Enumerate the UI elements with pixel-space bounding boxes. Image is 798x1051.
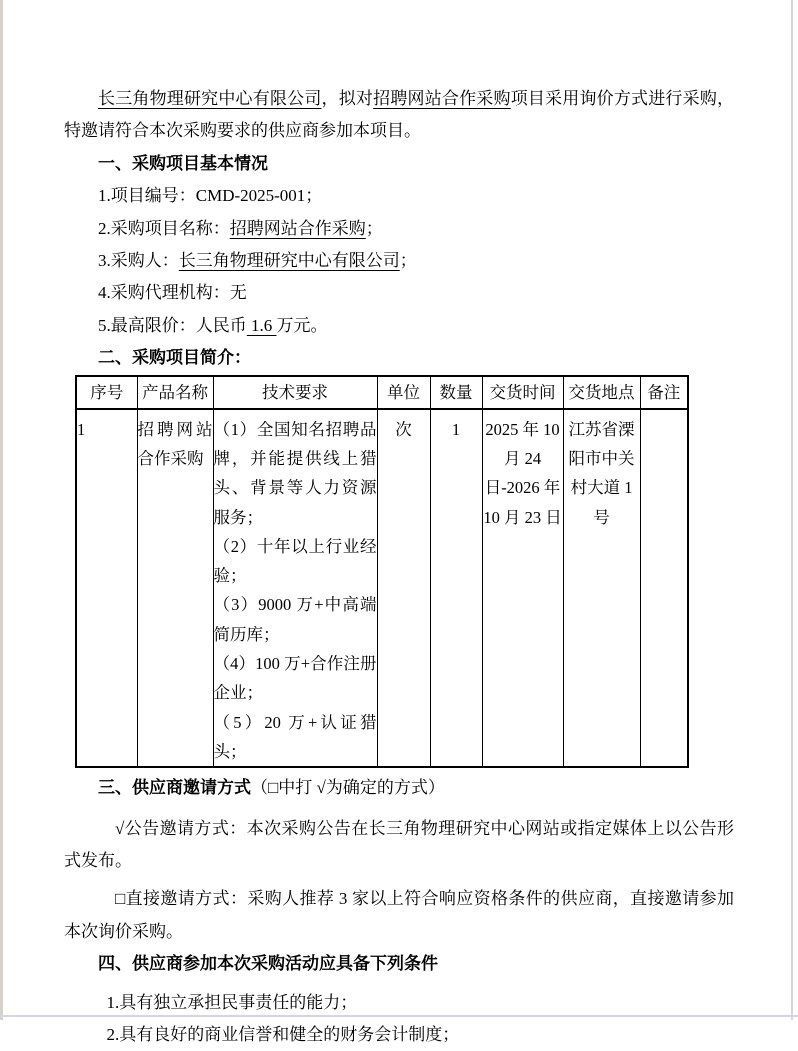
col-header-delivery-place: 交货地点 (563, 376, 640, 409)
procurement-table (75, 375, 689, 769)
project-name-suffix: ； (365, 218, 383, 238)
col-header-delivery-time: 交货时间 (482, 376, 563, 409)
price-limit-item (98, 310, 734, 342)
requirement-line: （4）100 万+合作注册企业； (213, 654, 377, 703)
project-number-item (98, 180, 734, 212)
intro-paragraph (64, 83, 734, 148)
section3-heading (98, 772, 734, 804)
announcement-invitation-text: 公告邀请方式：本次采购公告在长三角物理研究中心网站或指定媒体上以公告形式发布。 (64, 818, 734, 871)
cell-index: 1 (76, 409, 137, 768)
requirement-line: （3）9000 万+中高端简历库； (213, 595, 377, 644)
col-header-unit: 单位 (377, 376, 430, 409)
col-header-requirements: 技术要求 (213, 376, 377, 409)
col-header-quantity: 数量 (430, 376, 482, 409)
cell-delivery-time: 2025 年 10 月 24 日-2026 年 10 月 23 日 (482, 409, 563, 768)
cell-unit: 次 (377, 409, 430, 768)
section4-heading: 四、供应商参加本次采购活动应具备下列条件 (98, 954, 438, 974)
table-header-row (76, 376, 688, 409)
purchaser-label: 3.采购人： (98, 251, 179, 271)
project-name-item (98, 213, 734, 245)
agency-item (98, 277, 734, 309)
project-number-text: 1.项目编号：CMD-2025-001； (98, 186, 323, 206)
col-header-index: 序号 (76, 376, 137, 409)
requirement-line: （2）十年以上行业经验； (213, 536, 377, 586)
purchaser-suffix: ； (399, 251, 417, 271)
company-name-underlined: 长三角物理研究中心有限公司 (98, 89, 322, 108)
section3-heading-note: （□中打 √为确定的方式） (251, 778, 445, 798)
checkmark-icon: √ (115, 818, 125, 838)
requirement-line: （5）20 万+认证猎头； (213, 712, 377, 761)
cell-requirements (213, 409, 377, 768)
price-limit-suffix: 万元。 (276, 315, 328, 335)
intro-mid-text: ，拟对 (321, 89, 374, 108)
intro-rest-text: 项目采用询价方式进行采购，特邀请符合本次采购要求的供应商参加本项目。 (64, 89, 735, 141)
section1-heading: 一、采购项目基本情况 (98, 153, 268, 173)
section4-items (64, 987, 734, 1051)
cell-product: 招聘网站合作采购 (137, 409, 213, 768)
agency-text: 4.采购代理机构：无 (98, 283, 247, 303)
col-header-remark: 备注 (640, 376, 688, 409)
project-name-value: 招聘网站合作采购 (229, 218, 366, 238)
col-header-product: 产品名称 (137, 376, 213, 409)
price-limit-label: 5.最高限价：人民币 (98, 315, 247, 335)
checkbox-icon: □ (115, 889, 126, 909)
purchaser-value: 长三角物理研究中心有限公司 (178, 251, 400, 271)
condition-item: 2.具有良好的商业信誉和健全的财务会计制度； (106, 1025, 460, 1045)
project-name-underlined: 招聘网站合作采购 (373, 89, 511, 108)
section2-heading: 二、采购项目简介： (98, 348, 251, 368)
project-name-label: 2.采购项目名称： (98, 218, 230, 238)
requirement-line: （1）全国知名招聘品牌，并能提供线上猎头、背景等人力资源服务； (213, 419, 377, 527)
section3-heading-bold: 三、供应商邀请方式 (98, 778, 251, 798)
price-limit-value: 1.6 (246, 315, 277, 335)
direct-invitation-paragraph (64, 883, 734, 948)
table-row (76, 409, 688, 768)
purchaser-item (98, 245, 734, 277)
cell-delivery-place: 江苏省溧阳市中关村大道 1 号 (563, 409, 640, 768)
announcement-invitation-paragraph (64, 813, 734, 878)
direct-invitation-text: 直接邀请方式：采购人推荐 3 家以上符合响应资格条件的供应商，直接邀请参加本次询价采购。 (64, 889, 734, 941)
condition-item: 1.具有独立承担民事责任的能力； (106, 992, 358, 1012)
cell-remark (640, 409, 688, 768)
cell-quantity: 1 (430, 409, 482, 768)
